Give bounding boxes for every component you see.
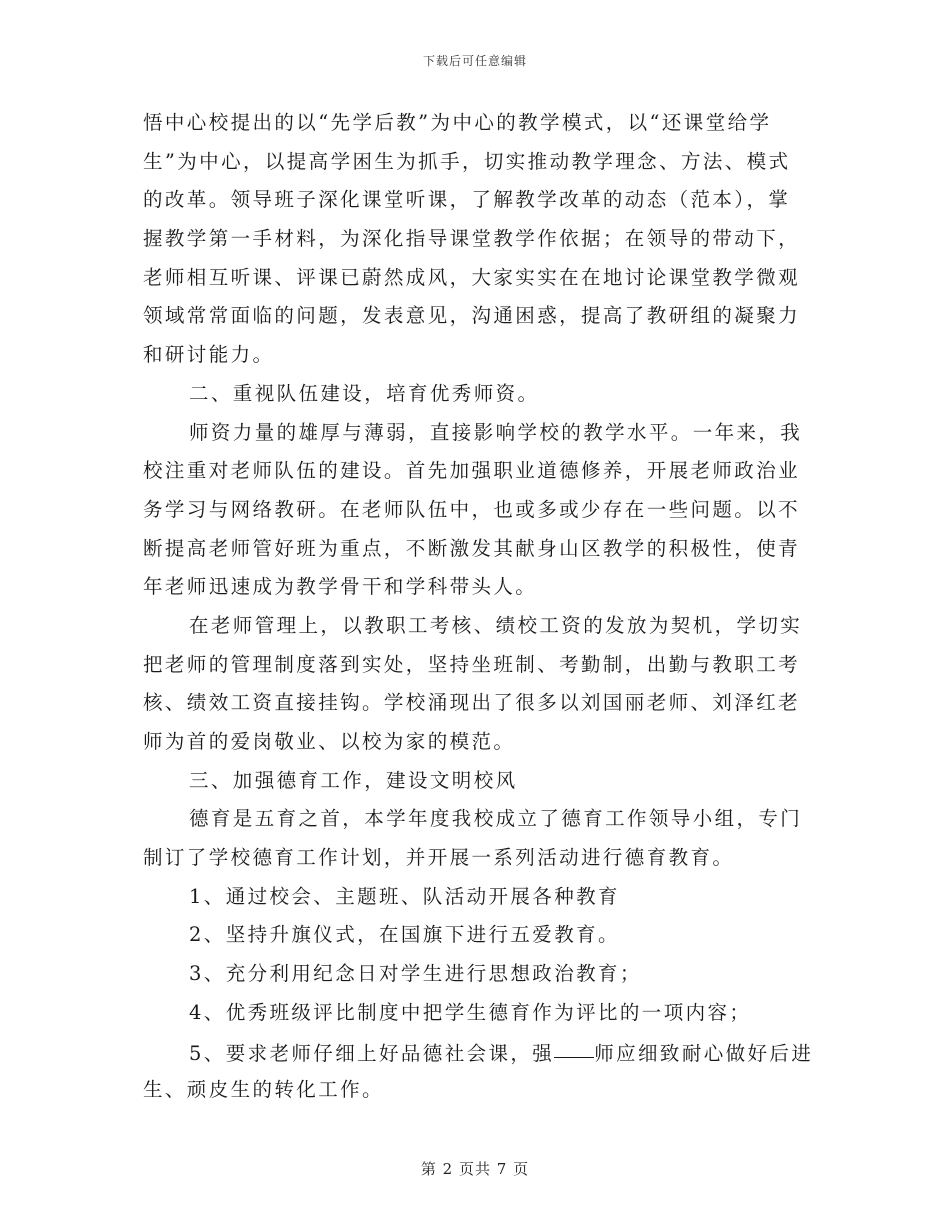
paragraph-line: 生、顽皮生的转化工作。: [143, 1078, 384, 1102]
list-item-text: 师应细致耐心做好后进: [594, 1041, 814, 1065]
paragraph-line: 师资力量的雄厚与薄弱，直接影响学校的教学水平。一年来，我: [189, 420, 803, 444]
paragraph-line: 在老师管理上，以教职工考核、绩校工资的发放为契机，学切实: [189, 613, 803, 637]
paragraph-line: 校注重对老师队伍的建设。首先加强职业道德修养，开展老师政治业: [143, 459, 801, 483]
section-heading: 二、重视队伍建设，培育优秀师资。: [189, 381, 540, 405]
document-body: [143, 104, 814, 1110]
paragraph-line: 悟中心校提出的以“先学后教”为中心的教学模式，以“还课堂给学: [143, 111, 772, 134]
list-item: 3、充分利用纪念日对学生进行思想政治教育；: [189, 962, 642, 986]
list-item: 2、坚持升旗仪式，在国旗下进行五爱教育。: [189, 923, 620, 947]
paragraph-line: 年老师迅速成为教学骨干和学科带头人。: [143, 575, 538, 599]
list-item-text: 5、要求老师仔细上好品德社会课，强: [189, 1041, 555, 1065]
paragraph-line: 生”为中心，以提高学困生为抓手，切实推动教学理念、方法、模式: [143, 149, 791, 173]
paragraph-line: 制订了学校德育工作计划，并开展一系列活动进行德育教育。: [143, 846, 735, 870]
page-number: 第 2 页共 7 页: [420, 1160, 530, 1178]
paragraph-line: 核、绩效工资直接挂钩。学校涌现出了很多以刘国丽老师、刘泽红老: [143, 691, 801, 715]
paragraph-line: 师为首的爱岗敬业、以校为家的模范。: [143, 730, 516, 753]
paragraph-line: 老师相互听课、评课已蔚然成风，大家实实在在地讨论课堂教学微观: [143, 265, 801, 289]
paragraph-line: 断提高老师管好班为重点，不断激发其献身山区教学的积极性，使青: [143, 536, 801, 560]
list-item: [143, 1033, 814, 1072]
section-heading: 三、加强德育工作，建设文明校风: [189, 768, 518, 792]
paragraph-line: 领域常常面临的问题，发表意见，沟通困惑，提高了教研组的凝聚力: [143, 304, 801, 328]
paragraph-line: 握教学第一手材料，为深化指导课堂教学作依据；在领导的带动下，: [143, 227, 801, 251]
paragraph-line: 务学习与网络教研。在老师队伍中，也或多或少存在一些问题。以不: [143, 497, 801, 521]
list-item: 1、通过校会、主题班、队活动开展各种教育: [189, 884, 620, 908]
blank-underline: [554, 1033, 594, 1058]
paragraph-line: 把老师的管理制度落到实处，坚持坐班制、考勤制，出勤与教职工考: [143, 652, 801, 676]
paragraph-line: 和研讨能力。: [143, 343, 275, 367]
paragraph-line: 德育是五育之首，本学年度我校成立了德育工作领导小组，专门: [189, 807, 803, 831]
page-header: 下载后可任意编辑: [422, 54, 527, 68]
paragraph-line: 的改革。领导班子深化课堂听课，了解教学改革的动态（范本），掌: [143, 188, 791, 212]
list-item: 4、优秀班级评比制度中把学生德育作为评比的一项内容；: [189, 1000, 752, 1024]
